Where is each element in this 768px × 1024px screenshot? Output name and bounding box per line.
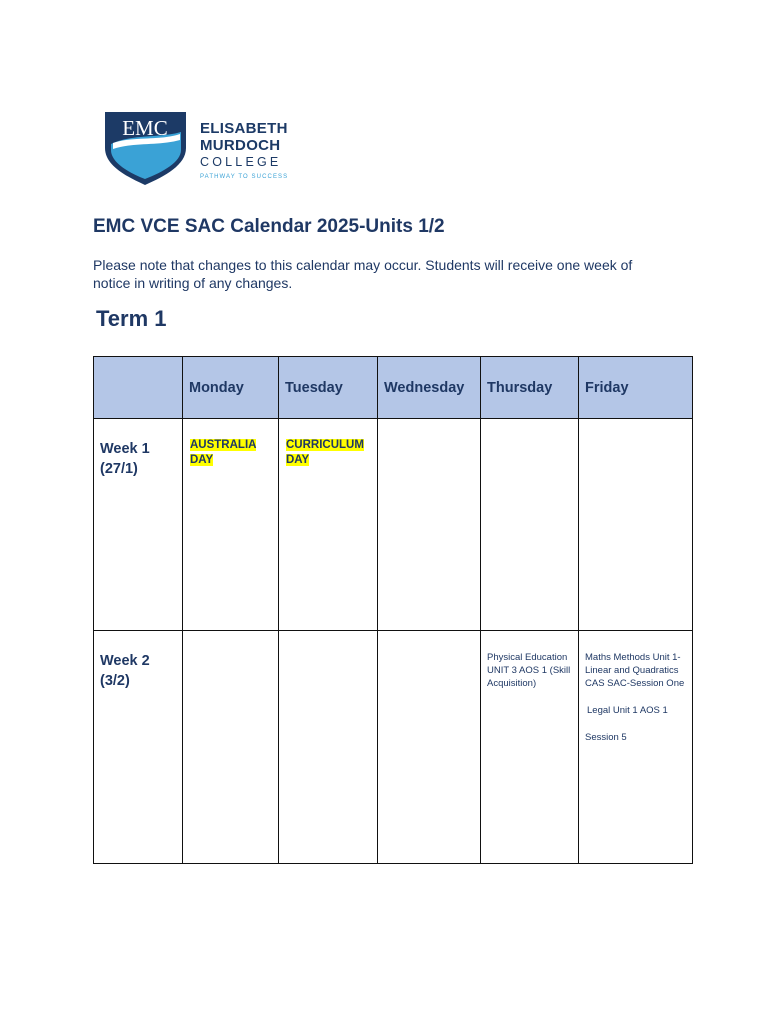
table-row (94, 631, 693, 864)
monday-cell (183, 631, 279, 864)
monday-cell (183, 419, 279, 631)
logo-tagline: PATHWAY TO SUCCESS (200, 174, 289, 180)
wednesday-cell (378, 419, 481, 631)
sac-calendar-table (93, 356, 693, 864)
holiday-highlight: CURRICULUM DAY (286, 439, 364, 466)
week-label: Week 1 (100, 441, 150, 457)
page-title: EMC VCE SAC Calendar 2025-Units 1/2 (93, 216, 445, 237)
logo-line-1: ELISABETH (200, 120, 288, 137)
table-header-row (94, 357, 693, 419)
logo-line-3: COLLEGE (200, 155, 282, 169)
logo-line-2: MURDOCH (200, 137, 281, 154)
week-cell (94, 631, 183, 864)
header-week-cell (94, 357, 183, 419)
crest-text: EMC (122, 116, 168, 140)
week-date: (27/1) (100, 461, 138, 477)
friday-cell (579, 419, 693, 631)
week-label: Week 2 (100, 653, 150, 669)
holiday-highlight: AUSTRALIA DAY (190, 439, 257, 466)
college-name (200, 120, 288, 180)
header-wednesday: Wednesday (378, 357, 481, 419)
tuesday-cell (279, 631, 378, 864)
header-friday: Friday (579, 357, 693, 419)
header-tuesday: Tuesday (279, 357, 378, 419)
thursday-cell (481, 631, 579, 864)
header-thursday: Thursday (481, 357, 579, 419)
header-monday: Monday (183, 357, 279, 419)
emc-crest-icon (103, 110, 193, 188)
sac-entry: Legal Unit 1 AOS 1 (587, 705, 668, 716)
friday-cell (579, 631, 693, 864)
change-notice: Please note that changes to this calendar may occur. Students will receive one week of notice in writing of any changes. (93, 257, 633, 291)
sac-entry: Physical Education UNIT 3 AOS 1 (Skill Acquisition) (487, 652, 571, 689)
sac-entry: Maths Methods Unit 1-Linear and Quadratics CAS SAC-Session One (585, 652, 685, 689)
term-heading: Term 1 (96, 306, 167, 331)
tuesday-cell (279, 419, 378, 631)
week-cell (94, 419, 183, 631)
week-date: (3/2) (100, 673, 130, 689)
thursday-cell (481, 419, 579, 631)
college-logo (103, 110, 303, 188)
table-row (94, 419, 693, 631)
wednesday-cell (378, 631, 481, 864)
sac-entry: Session 5 (585, 732, 627, 743)
